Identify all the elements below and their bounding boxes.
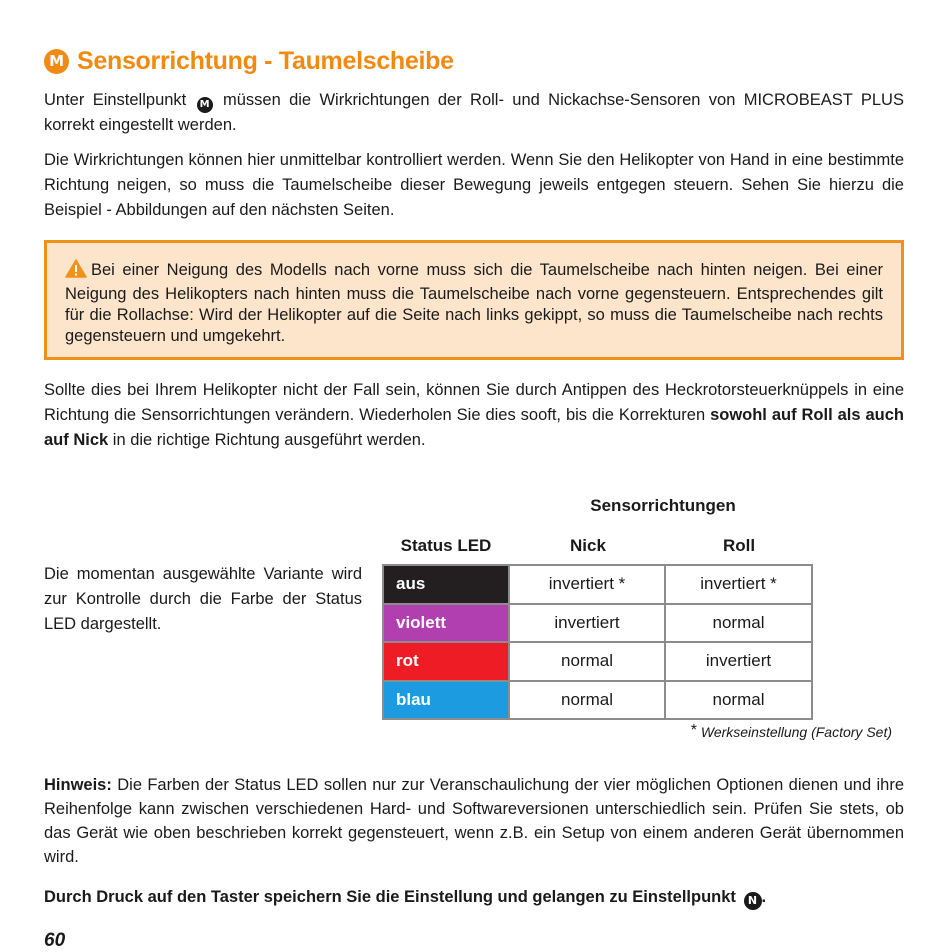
roll-cell: invertiert * — [666, 566, 811, 603]
footnote-text: Werkseinstellung (Factory Set) — [700, 724, 892, 740]
hint-label: Hinweis: — [44, 776, 112, 794]
nick-cell: normal — [510, 682, 664, 719]
nick-cell: invertiert — [510, 605, 664, 642]
warning-text: Bei einer Neigung des Modells nach vorne muss sich die Taumelscheibe nach hinten neigen. Bei einer Neigung des Helikopters nach hinten muss die Taumelscheibe nach vorne gegensteuern. Entsprechendes gilt für die Rollachse: Wird der Helikopter auf die Seite nach links gekippt, so muss die Taumelscheibe nach rechts gegensteuern und umgekehrt. — [65, 261, 883, 345]
led-cell: blau — [384, 682, 508, 719]
warning-triangle-icon — [65, 259, 87, 284]
nick-cell: invertiert * — [510, 566, 664, 603]
intro-text-end: müssen die Wirkrichtungen der Roll- und Nickachse-Sensoren von MICROBEAST PLUS korrekt eingestellt werden. — [44, 91, 904, 134]
intro-text-start: Unter Einstellpunkt — [44, 91, 187, 109]
page-number: 60 — [44, 930, 66, 951]
final-instruction — [44, 888, 904, 910]
roll-cell: normal — [666, 605, 811, 642]
table-footnote — [604, 722, 892, 740]
hint-text: Die Farben der Status LED sollen nur zur Veranschaulichung der vier möglichen Optionen dienen und ihre Reihenfolge kann zwischen verschiedenen Hard- und Softwareversionen unterschiedlich sein. Prüfen Sie stets, ob das Gerät wie oben beschrieben korrekt gegensteuert, wenn z.B. ein Setup von einem anderen Gerät übernommen wird. — [44, 776, 904, 866]
section-title-text: Sensorrichtung - Taumelscheibe — [77, 46, 454, 75]
warning-box — [44, 240, 904, 360]
correction-text-start: Sollte dies bei Ihrem Helikopter nicht der Fall sein, können Sie durch Antippen des Heckrotorsteuerknüppels in eine Richtung die Sensorrichtungen verändern. Wiederholen Sie dies sooft, bis die Korrekturen — [44, 381, 904, 424]
table-header-roll: Roll — [722, 536, 756, 555]
led-cell: rot — [384, 643, 508, 680]
final-instruction-text: Durch Druck auf den Taster speichern Sie die Einstellung und gelangen zu Einstellpunkt — [44, 888, 736, 906]
hint-paragraph — [44, 773, 904, 869]
roll-cell: invertiert — [666, 643, 811, 680]
footnote-star: * — [690, 722, 697, 739]
correction-paragraph — [44, 378, 904, 453]
setup-point-badge: M — [44, 49, 69, 74]
next-setup-point-badge: N — [744, 892, 762, 910]
correction-text-end: in die richtige Richtung ausgeführt werden. — [112, 431, 426, 449]
setup-point-badge-inline: M — [197, 97, 213, 113]
table-header-status: Status LED — [400, 536, 492, 555]
led-cell: violett — [384, 605, 508, 642]
led-side-note: Die momentan ausgewählte Variante wird zur Kontrolle durch die Farbe der Status LED dargestellt. — [44, 565, 362, 633]
table-header-nick: Nick — [570, 536, 606, 555]
manual-page — [44, 0, 904, 950]
correction-text-bold: sowohl auf Roll als auch auf Nick — [44, 406, 904, 449]
explanation-paragraph: Die Wirkrichtungen können hier unmittelbar kontrolliert werden. Wenn Sie den Helikopter von Hand in eine bestimmte Richtung neigen, so muss die Taumelscheibe dieser Bewegung jeweils entgegen steuern. Sehen Sie hierzu die Beispiel - Abbildungen auf den nächsten Seiten. — [44, 151, 904, 219]
roll-cell: normal — [666, 682, 811, 719]
intro-paragraph — [44, 88, 904, 138]
table-group-header: Sensorrichtungen — [590, 496, 736, 515]
final-instruction-suffix: . — [761, 888, 767, 906]
sensor-direction-table — [382, 564, 813, 720]
section-title — [44, 44, 454, 78]
nick-cell: normal — [510, 643, 664, 680]
led-cell: aus — [384, 566, 508, 603]
